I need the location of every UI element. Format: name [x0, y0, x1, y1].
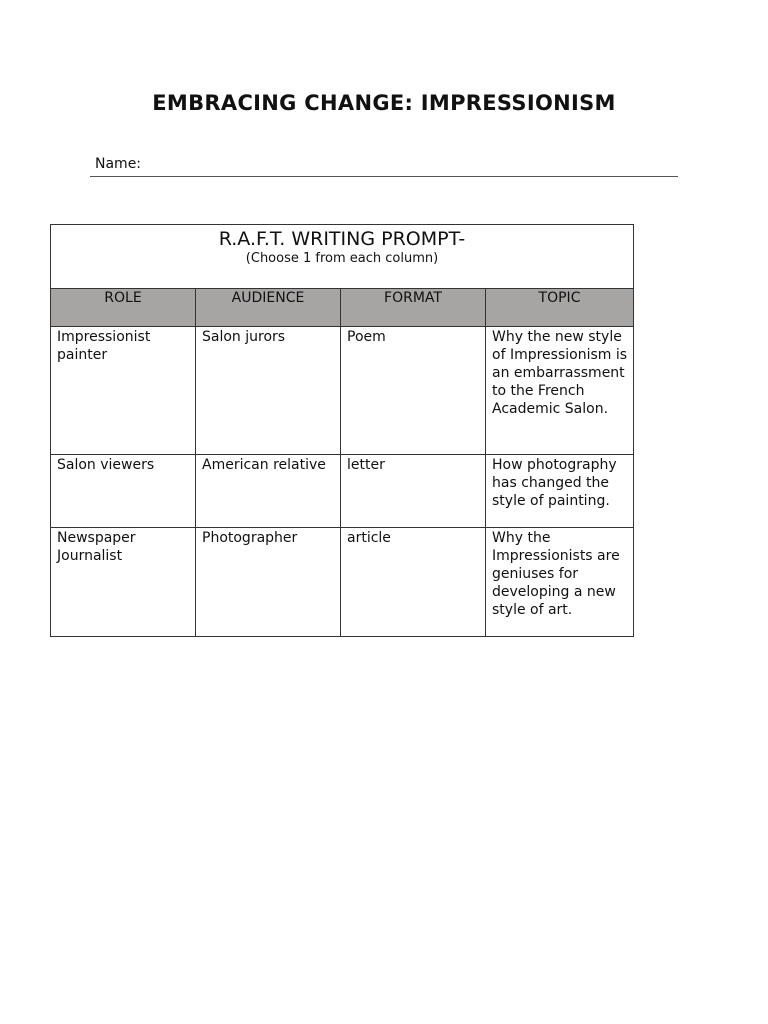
table-row [51, 455, 634, 528]
page-title: EMBRACING CHANGE: IMPRESSIONISM [152, 91, 616, 115]
role-cell: Newspaper Journalist [51, 528, 196, 637]
audience-cell: American relative [196, 455, 341, 528]
prompt-cell [51, 225, 634, 289]
prompt-subtitle: (Choose 1 from each column) [245, 251, 439, 266]
audience-cell: Salon jurors [196, 327, 341, 455]
role-cell: Impressionist painter [51, 327, 196, 455]
column-header-topic: TOPIC [486, 289, 634, 327]
topic-cell: Why the Impressionists are geniuses for developing a new style of art. [486, 528, 634, 637]
topic-cell: How photography has changed the style of painting. [486, 455, 634, 528]
prompt-row [51, 225, 634, 289]
table-row [51, 327, 634, 455]
format-cell: letter [341, 455, 486, 528]
name-field[interactable] [90, 156, 678, 177]
table-row [51, 528, 634, 637]
format-cell: article [341, 528, 486, 637]
audience-cell: Photographer [196, 528, 341, 637]
column-header-role: ROLE [51, 289, 196, 327]
name-label: Name: [95, 156, 142, 172]
prompt-title: R.A.F.T. WRITING PROMPT- [218, 228, 466, 250]
column-header-format: FORMAT [341, 289, 486, 327]
role-cell: Salon viewers [51, 455, 196, 528]
column-header-row [51, 289, 634, 327]
topic-cell: Why the new style of Impressionism is an embarrassment to the French Academic Salon. [486, 327, 634, 455]
raft-table [50, 224, 634, 637]
column-header-audience: AUDIENCE [196, 289, 341, 327]
format-cell: Poem [341, 327, 486, 455]
